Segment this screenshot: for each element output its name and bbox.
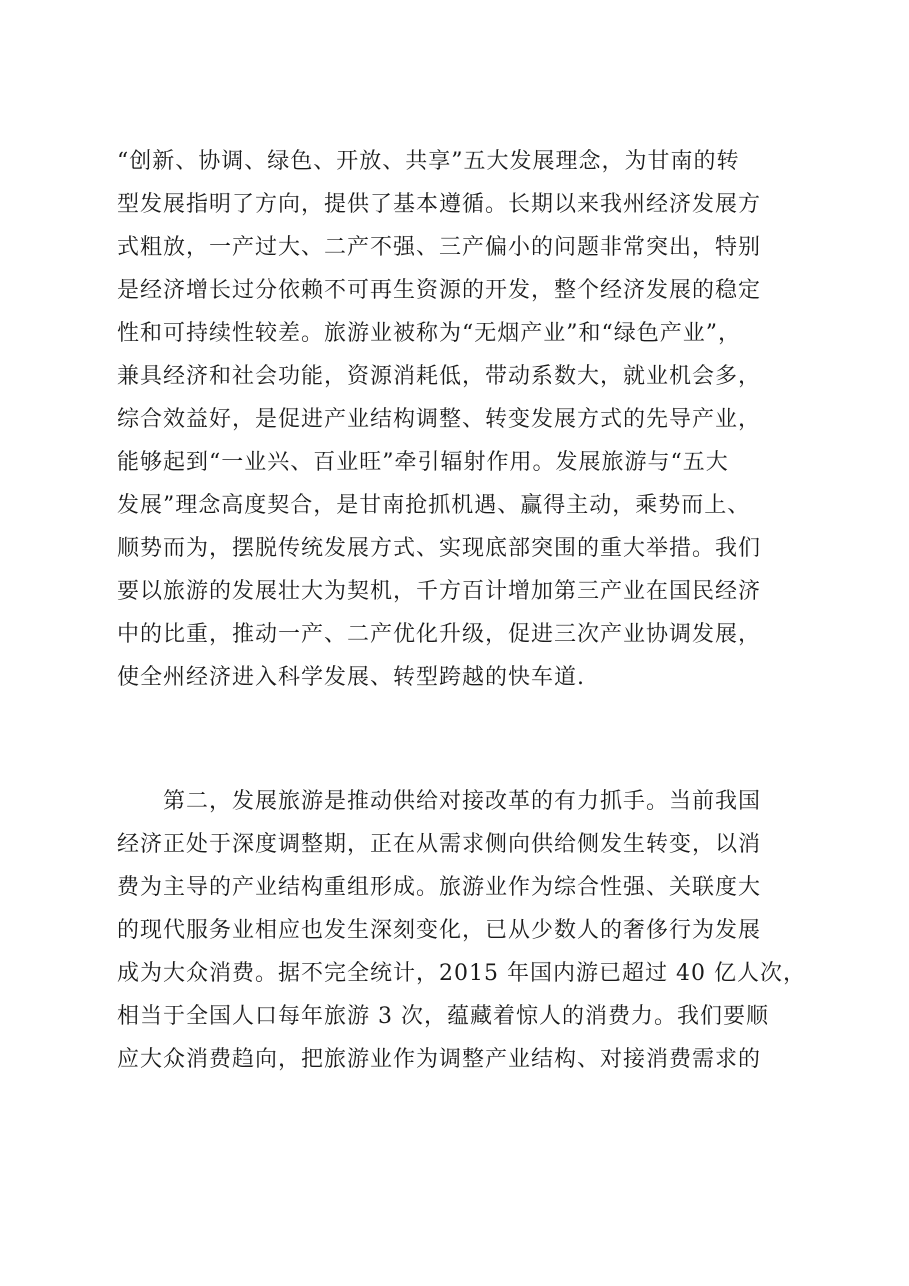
paragraph-2-line-7: 应大众消费趋向，把旅游业作为调整产业结构、对接消费需求的 (117, 1047, 762, 1072)
paragraph-1-line-6: 兼具经济和社会功能，资源消耗低，带动系数大，就业机会多， (117, 364, 762, 389)
paragraph-1-line-2: 型发展指明了方向，提供了基本遵循。长期以来我州经济发展方 (117, 192, 762, 217)
paragraph-2-line-2: 经济正处于深度调整期，正在从需求侧向供给侧发生转变，以消 (117, 832, 762, 857)
paragraph-2-line-6: 相当于全国人口每年旅游 3 次，蕴藏着惊人的消费力。我们要顺 (117, 1004, 769, 1029)
paragraph-1-line-11: 要以旅游的发展壮大为契机，千方百计增加第三产业在国民经济 (117, 579, 762, 604)
paragraph-1-line-12: 中的比重，推动一产、二产优化升级，促进三次产业协调发展， (117, 622, 762, 647)
paragraph-2-line-1: 第二，发展旅游是推动供给对接改革的有力抓手。当前我国 (163, 789, 762, 814)
paragraph-1-line-5: 性和可持续性较差。旅游业被称为“无烟产业”和“绿色产业”， (117, 321, 741, 346)
paragraph-1-line-7: 综合效益好，是促进产业结构调整、转变发展方式的先导产业， (117, 407, 762, 432)
paragraph-2-line-5: 成为大众消费。据不完全统计，2015 年国内游已超过 40 亿人次， (117, 961, 806, 986)
paragraph-1-line-4: 是经济增长过分依赖不可再生资源的开发，整个经济发展的稳定 (117, 278, 762, 303)
paragraph-1-line-13: 使全州经济进入科学发展、转型跨越的快车道. (117, 665, 585, 690)
paragraph-2-line-3: 费为主导的产业结构重组形成。旅游业作为综合性强、关联度大 (117, 875, 762, 900)
paragraph-1-line-1: “创新、协调、绿色、开放、共享”五大发展理念，为甘南的转 (117, 149, 740, 174)
paragraph-1 (117, 140, 811, 699)
paragraph-2 (117, 780, 811, 1081)
paragraph-1-line-10: 顺势而为，摆脱传统发展方式、实现底部突围的重大举措。我们 (117, 536, 762, 561)
paragraph-1-line-3: 式粗放，一产过大、二产不强、三产偏小的问题非常突出，特别 (117, 235, 762, 260)
paragraph-1-line-8: 能够起到“一业兴、百业旺”牵引辐射作用。发展旅游与“五大 (117, 450, 729, 475)
paragraph-2-line-4: 的现代服务业相应也发生深刻变化，已从少数人的奢侈行为发展 (117, 918, 762, 943)
paragraph-1-line-9: 发展”理念高度契合，是甘南抢抓机遇、赢得主动，乘势而上、 (117, 493, 751, 518)
